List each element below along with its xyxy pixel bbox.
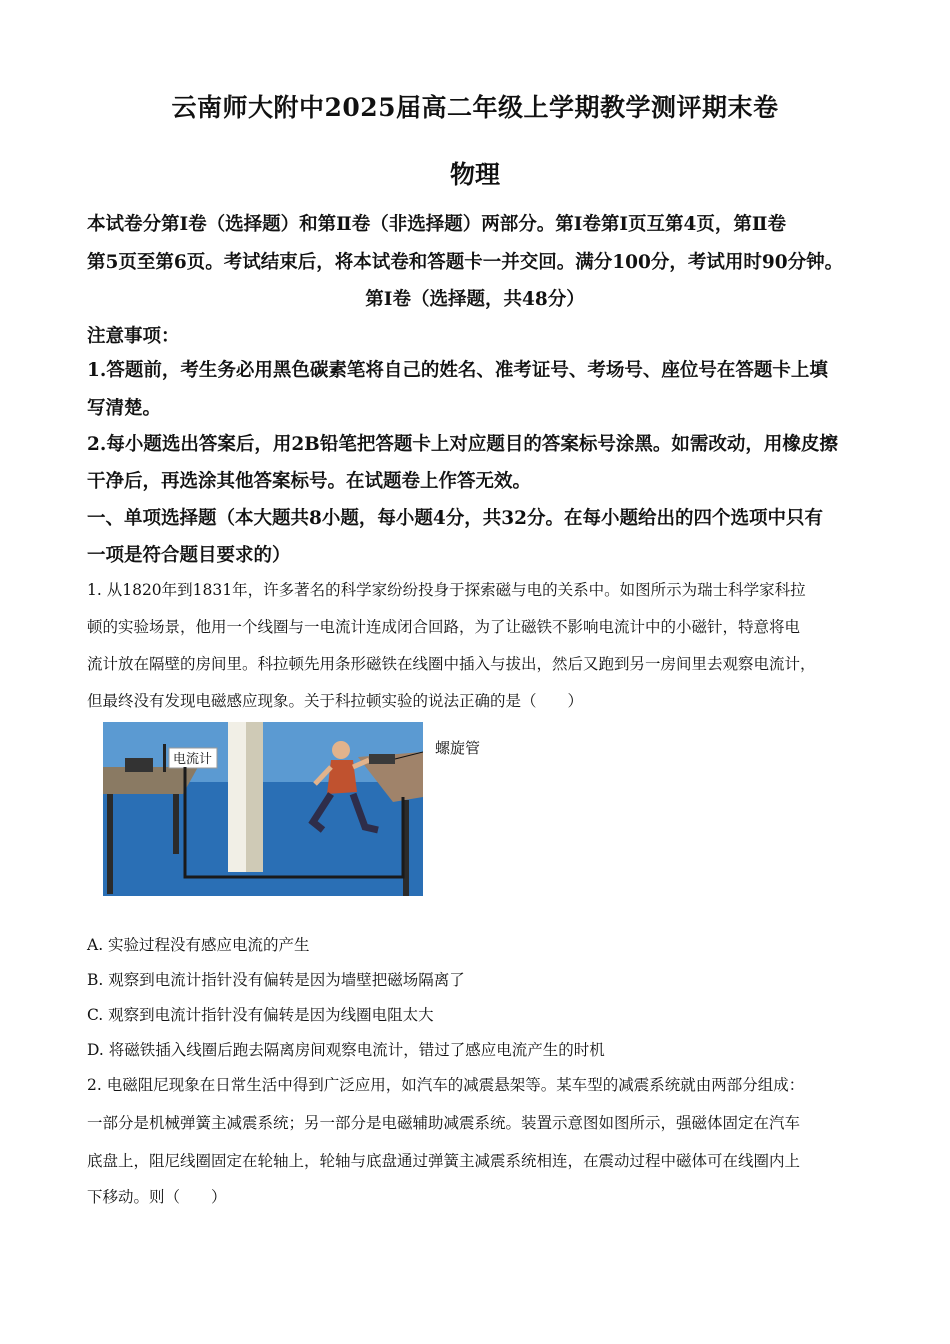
wall-divider: [228, 722, 246, 872]
q1-stem-line-3: 流计放在隔壁的房间里。科拉顿先用条形磁铁在线圈中插入与拔出，然后又跑到另一房间里去观察电流计，: [87, 655, 816, 673]
wall-side: [246, 722, 263, 872]
subject-title: 物理: [449, 160, 500, 189]
note-item-1-line-2: 写清楚。: [87, 398, 162, 419]
q2-stem-line-1: 2. 电磁阻尼现象在日常生活中得到广泛应用，如汽车的减震悬架等。某车型的减震系统就由两部分组成：: [87, 1076, 805, 1094]
part1-heading-line-1: 一、单项选择题（本大题共8小题，每小题4分，共32分。在每小题给出的四个选项中只有: [87, 508, 823, 529]
note-item-2-line-2: 干净后，再选涂其他答案标号。在试题卷上作答无效。: [87, 471, 532, 492]
galvanometer-stand: [163, 744, 166, 772]
q1-option-a: A. 实验过程没有感应电流的产生: [87, 936, 310, 954]
colladon-experiment-figure: [103, 722, 423, 896]
section-heading: 第Ⅰ卷（选择题，共48分）: [365, 289, 585, 310]
part1-heading-line-2: 一项是符合题目要求的）: [87, 545, 291, 566]
q1-stem-line-4: 但最终没有发现电磁感应现象。关于科拉顿实验的说法正确的是（ ）: [87, 692, 584, 710]
q2-stem-line-4: 下移动。则（ ）: [87, 1188, 227, 1206]
intro-line-1: 本试卷分第Ⅰ卷（选择题）和第Ⅱ卷（非选择题）两部分。第Ⅰ卷第Ⅰ页互第4页，第Ⅱ卷: [87, 214, 787, 235]
exam-title: 云南师大附中2025届高二年级上学期教学测评期末卷: [171, 93, 779, 122]
note-item-1-line-1: 1.答题前，考生务必用黑色碳素笔将自己的姓名、准考证号、考场号、座位号在答题卡上填: [87, 360, 828, 381]
q1-stem-line-1: 1. 从1820年到1831年，许多著名的科学家纷纷投身于探索磁与电的关系中。如图所示为瑞士科学家科拉: [87, 581, 806, 599]
q1-option-c: C. 观察到电流计指针没有偏转是因为线圈电阻太大: [87, 1006, 434, 1024]
solenoid-label: 螺旋管: [435, 739, 481, 757]
solenoid-icon: [369, 754, 395, 764]
left-table-leg-2: [173, 794, 179, 854]
left-table-leg: [107, 794, 113, 894]
q2-stem-line-3: 底盘上，阻尼线圈固定在轮轴上，轮轴与底盘通过弹簧主减震系统相连，在震动过程中磁体可在线圈内上: [87, 1152, 801, 1170]
q1-stem-line-2: 顿的实验场景，他用一个线圈与一电流计连成闭合回路，为了让磁铁不影响电流计中的小磁针，特意将电: [87, 618, 801, 636]
q1-option-d: D. 将磁铁插入线圈后跑去隔离房间观察电流计，错过了感应电流产生的时机: [87, 1041, 605, 1059]
intro-line-2: 第5页至第6页。考试结束后，将本试卷和答题卡一并交回。满分100分，考试用时90分钟。: [87, 252, 844, 273]
q1-option-b: B. 观察到电流计指针没有偏转是因为墙壁把磁场隔离了: [87, 971, 465, 989]
galvanometer-icon: [125, 758, 153, 772]
q2-stem-line-2: 一部分是机械弹簧主减震系统；另一部分是电磁辅助减震系统。装置示意图如图所示，强磁体固定在汽车: [87, 1114, 801, 1132]
galvanometer-label: 电流计: [173, 752, 213, 767]
note-item-2-line-1: 2.每小题选出答案后，用2B铅笔把答题卡上对应题目的答案标号涂黑。如需改动，用橡皮擦: [87, 434, 838, 455]
scientist-head: [332, 741, 350, 759]
notes-heading: 注意事项：: [87, 326, 180, 347]
